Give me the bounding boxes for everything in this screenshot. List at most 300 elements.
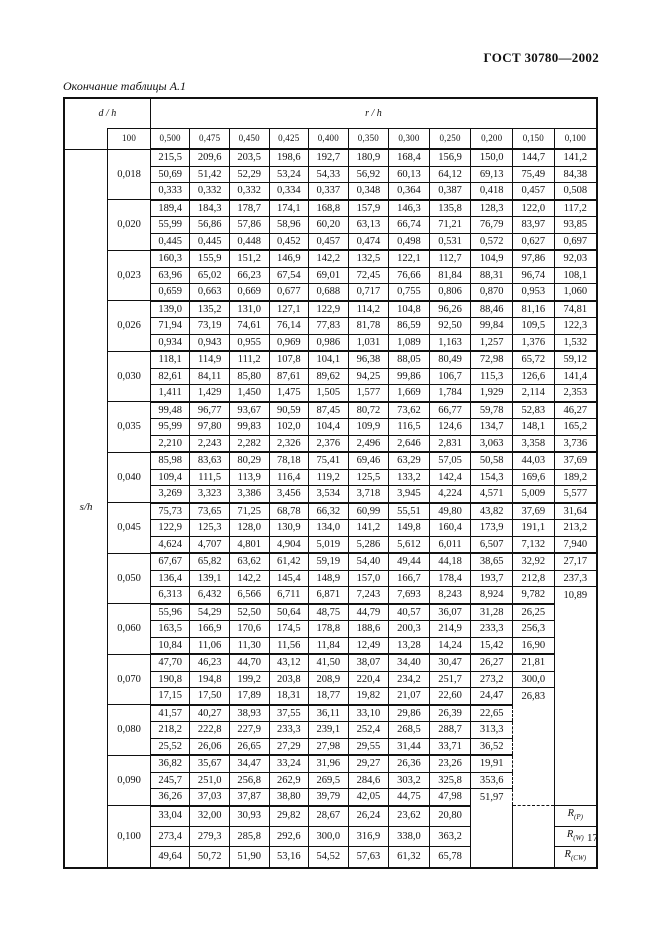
table-cell: 118,1 <box>150 351 190 368</box>
table-cell: 97,80 <box>190 419 230 436</box>
table-cell: 2,243 <box>190 435 230 452</box>
table-cell: 4,571 <box>471 486 513 503</box>
table-cell: 3,736 <box>554 435 597 452</box>
table-cell: 44,70 <box>229 654 269 671</box>
table-cell: 15,42 <box>471 637 513 654</box>
table-cell: 2,210 <box>150 435 190 452</box>
dh-value: 0,040 <box>108 452 151 503</box>
legend-subscript: (CW) <box>570 854 587 863</box>
table-cell: 113,9 <box>229 469 269 486</box>
table-cell: 32,92 <box>513 553 555 570</box>
table-cell: 109,4 <box>150 469 190 486</box>
table-cell: 92,03 <box>554 250 597 267</box>
table-cell: 190,8 <box>150 671 190 688</box>
table-cell: 11,30 <box>229 637 269 654</box>
table-cell: 273,2 <box>471 671 513 688</box>
table-cell: 82,61 <box>150 368 190 385</box>
table-cell: 1,505 <box>309 385 349 402</box>
column-header: 0,425 <box>269 129 309 150</box>
empty-cell <box>513 806 555 827</box>
table-cell: 76,14 <box>269 318 309 335</box>
table-cell: 26,25 <box>513 604 555 621</box>
table-cell: 63,62 <box>229 553 269 570</box>
table-row <box>64 351 597 368</box>
table-cell: 29,55 <box>348 738 389 755</box>
table-cell: 27,29 <box>269 738 309 755</box>
table-cell: 146,3 <box>389 200 430 217</box>
table-cell: 2,282 <box>229 435 269 452</box>
table-cell: 33,10 <box>348 705 389 722</box>
table-cell: 31,28 <box>471 604 513 621</box>
legend-subscript: (P) <box>574 813 583 822</box>
table-cell: 0,953 <box>513 284 555 301</box>
table-cell: 65,02 <box>190 267 230 284</box>
table-cell: 9,782 <box>513 587 555 604</box>
table-cell: 134,0 <box>309 520 349 537</box>
empty-cell <box>554 688 597 705</box>
table-cell: 31,64 <box>554 503 597 520</box>
table-cell: 8,924 <box>471 587 513 604</box>
table-cell: 251,7 <box>429 671 471 688</box>
table-cell: 6,432 <box>190 587 230 604</box>
table-cell: 7,132 <box>513 536 555 553</box>
table-row <box>64 604 597 621</box>
column-header: 0,100 <box>554 129 597 150</box>
table-cell: 104,8 <box>389 301 430 318</box>
table-cell: 6,566 <box>229 587 269 604</box>
empty-cell <box>554 604 597 621</box>
table-cell: 325,8 <box>429 772 471 789</box>
table-cell: 99,83 <box>229 419 269 436</box>
table-cell: 74,61 <box>229 318 269 335</box>
table-cell: 145,4 <box>269 570 309 587</box>
table-cell: 6,011 <box>429 536 471 553</box>
table-cell: 5,009 <box>513 486 555 503</box>
table-cell: 135,8 <box>429 200 471 217</box>
table-cell: 23,26 <box>429 755 471 772</box>
empty-cell <box>471 826 513 847</box>
table-cell: 1,577 <box>348 385 389 402</box>
table-cell: 102,0 <box>269 419 309 436</box>
table-cell: 0,806 <box>429 284 471 301</box>
table-cell: 97,86 <box>513 250 555 267</box>
table-cell: 16,90 <box>513 637 555 654</box>
table-cell: 4,224 <box>429 486 471 503</box>
table-cell: 292,6 <box>269 826 309 847</box>
table-cell: 75,49 <box>513 166 555 183</box>
table-cell: 133,2 <box>389 469 430 486</box>
empty-cell <box>554 705 597 722</box>
table-cell: 141,2 <box>554 149 597 166</box>
empty-cell <box>554 755 597 772</box>
table-cell: 5,612 <box>389 536 430 553</box>
table-cell: 0,986 <box>309 334 349 351</box>
sh-axis-label: s/h <box>64 149 108 868</box>
table-cell: 99,48 <box>150 402 190 419</box>
table-cell: 40,27 <box>190 705 230 722</box>
table-cell: 29,27 <box>348 755 389 772</box>
table-cell: 0,969 <box>269 334 309 351</box>
table-cell: 288,7 <box>429 722 471 739</box>
table-cell: 128,0 <box>229 520 269 537</box>
table-cell: 58,96 <box>269 217 309 234</box>
table-cell: 44,18 <box>429 553 471 570</box>
table-cell: 0,445 <box>190 233 230 250</box>
table-cell: 169,6 <box>513 469 555 486</box>
table-cell: 109,9 <box>348 419 389 436</box>
column-header: 100 <box>108 129 151 150</box>
table-cell: 69,01 <box>309 267 349 284</box>
table-cell: 142,2 <box>229 570 269 587</box>
table-cell: 99,86 <box>389 368 430 385</box>
table-row <box>64 250 597 267</box>
table-cell: 178,4 <box>429 570 471 587</box>
table-cell: 0,663 <box>190 284 230 301</box>
table-cell: 40,57 <box>389 604 430 621</box>
table-cell: 222,8 <box>190 722 230 739</box>
table-cell: 24,47 <box>471 688 513 705</box>
table-cell: 51,97 <box>471 789 513 806</box>
table-cell: 3,718 <box>348 486 389 503</box>
table-cell: 114,9 <box>190 351 230 368</box>
table-cell: 166,9 <box>190 621 230 638</box>
table-cell: 63,13 <box>348 217 389 234</box>
table-cell: 12,49 <box>348 637 389 654</box>
table-cell: 60,13 <box>389 166 430 183</box>
table-cell: 59,78 <box>471 402 513 419</box>
empty-cell <box>554 772 597 789</box>
table-cell: 6,507 <box>471 536 513 553</box>
table-cell: 51,90 <box>229 847 269 868</box>
empty-cell <box>554 637 597 654</box>
table-cell: 173,9 <box>471 520 513 537</box>
table-cell: 44,03 <box>513 452 555 469</box>
table-cell: 130,9 <box>269 520 309 537</box>
table-cell: 142,2 <box>309 250 349 267</box>
table-cell: 106,7 <box>429 368 471 385</box>
table-caption: Окончание таблицы А.1 <box>63 79 187 93</box>
table-cell: 72,98 <box>471 351 513 368</box>
table-cell: 0,934 <box>150 334 190 351</box>
table-row <box>64 200 597 217</box>
table-cell: 50,58 <box>471 452 513 469</box>
empty-cell <box>554 722 597 739</box>
legend-subscript: (W) <box>573 833 584 842</box>
legend-cell <box>554 847 597 868</box>
table-cell: 71,94 <box>150 318 190 335</box>
empty-cell <box>513 738 555 755</box>
table-cell: 55,99 <box>150 217 190 234</box>
table-cell: 50,69 <box>150 166 190 183</box>
table-cell: 194,8 <box>190 671 230 688</box>
table-cell: 52,83 <box>513 402 555 419</box>
table-cell: 42,05 <box>348 789 389 806</box>
table-cell: 208,9 <box>309 671 349 688</box>
table-cell: 71,21 <box>429 217 471 234</box>
table-cell: 125,3 <box>190 520 230 537</box>
table-cell: 107,8 <box>269 351 309 368</box>
table-cell: 303,2 <box>389 772 430 789</box>
column-header: 0,450 <box>229 129 269 150</box>
table-cell: 88,05 <box>389 351 430 368</box>
table-cell: 1,929 <box>471 385 513 402</box>
table-cell: 0,755 <box>389 284 430 301</box>
table-cell: 3,534 <box>309 486 349 503</box>
empty-cell <box>513 722 555 739</box>
table-cell: 46,23 <box>190 654 230 671</box>
dh-value: 0,060 <box>108 604 151 655</box>
table-cell: 220,4 <box>348 671 389 688</box>
table-cell: 4,624 <box>150 536 190 553</box>
table-cell: 237,3 <box>554 570 597 587</box>
table-row <box>64 149 597 166</box>
table-cell: 38,65 <box>471 553 513 570</box>
table-cell: 75,73 <box>150 503 190 520</box>
table-cell: 37,87 <box>229 789 269 806</box>
table-cell: 26,39 <box>429 705 471 722</box>
empty-cell <box>513 847 555 868</box>
table-cell: 0,445 <box>150 233 190 250</box>
table-cell: 83,63 <box>190 452 230 469</box>
table-cell: 37,55 <box>269 705 309 722</box>
table-cell: 41,57 <box>150 705 190 722</box>
table-cell: 33,04 <box>150 806 190 827</box>
table-cell: 0,531 <box>429 233 471 250</box>
table-cell: 33,24 <box>269 755 309 772</box>
empty-cell <box>554 738 597 755</box>
table-cell: 46,27 <box>554 402 597 419</box>
dh-value: 0,030 <box>108 351 151 402</box>
empty-cell <box>554 789 597 806</box>
table-cell: 38,93 <box>229 705 269 722</box>
table-cell: 31,96 <box>309 755 349 772</box>
dh-value: 0,045 <box>108 503 151 554</box>
table-cell: 174,5 <box>269 621 309 638</box>
table-cell: 17,50 <box>190 688 230 705</box>
table-cell: 1,450 <box>229 385 269 402</box>
table-cell: 148,1 <box>513 419 555 436</box>
table-cell: 156,9 <box>429 149 471 166</box>
table-cell: 50,64 <box>269 604 309 621</box>
column-header: 0,500 <box>150 129 190 150</box>
table-cell: 178,7 <box>229 200 269 217</box>
table-cell: 3,269 <box>150 486 190 503</box>
table-cell: 76,79 <box>471 217 513 234</box>
table-cell: 6,871 <box>309 587 349 604</box>
table-cell: 56,92 <box>348 166 389 183</box>
table-cell: 63,29 <box>389 452 430 469</box>
table-cell: 155,9 <box>190 250 230 267</box>
dh-value: 0,070 <box>108 654 151 705</box>
table-cell: 0,348 <box>348 183 389 200</box>
table-cell: 0,337 <box>309 183 349 200</box>
table-cell: 10,84 <box>150 637 190 654</box>
table-cell: 212,8 <box>513 570 555 587</box>
table-cell: 26,24 <box>348 806 389 827</box>
table-cell: 104,9 <box>471 250 513 267</box>
table-cell: 239,1 <box>309 722 349 739</box>
table-cell: 111,2 <box>229 351 269 368</box>
table-cell: 146,9 <box>269 250 309 267</box>
table-cell: 3,323 <box>190 486 230 503</box>
dh-value: 0,023 <box>108 250 151 301</box>
table-cell: 66,23 <box>229 267 269 284</box>
table-cell: 119,2 <box>309 469 349 486</box>
table-cell: 157,9 <box>348 200 389 217</box>
table-cell: 19,91 <box>471 755 513 772</box>
table-cell: 192,7 <box>309 149 349 166</box>
table-cell: 47,70 <box>150 654 190 671</box>
table-cell: 245,7 <box>150 772 190 789</box>
table-cell: 66,32 <box>309 503 349 520</box>
page-number: 17 <box>587 832 598 844</box>
table-cell: 30,93 <box>229 806 269 827</box>
table-cell: 262,9 <box>269 772 309 789</box>
table-cell: 111,5 <box>190 469 230 486</box>
table-cell: 0,677 <box>269 284 309 301</box>
table-cell: 269,5 <box>309 772 349 789</box>
table-cell: 218,2 <box>150 722 190 739</box>
table-cell: 3,456 <box>269 486 309 503</box>
table-cell: 67,67 <box>150 553 190 570</box>
table-cell: 68,78 <box>269 503 309 520</box>
legend-symbol: R <box>567 808 575 819</box>
table-cell: 1,060 <box>554 284 597 301</box>
table-row <box>64 301 597 318</box>
table-cell: 0,387 <box>429 183 471 200</box>
table-cell: 80,72 <box>348 402 389 419</box>
table-cell: 141,4 <box>554 368 597 385</box>
table-cell: 32,00 <box>190 806 230 827</box>
rh-axis-label: r / h <box>150 98 597 129</box>
table-cell: 61,32 <box>389 847 430 868</box>
column-header: 0,350 <box>348 129 389 150</box>
table-cell: 81,84 <box>429 267 471 284</box>
table-cell: 0,452 <box>269 233 309 250</box>
table-cell: 38,80 <box>269 789 309 806</box>
table-cell: 151,2 <box>229 250 269 267</box>
dh-value: 0,090 <box>108 755 151 806</box>
table-row <box>64 503 597 520</box>
table-cell: 5,286 <box>348 536 389 553</box>
column-header: 0,300 <box>389 129 430 150</box>
table-cell: 39,79 <box>309 789 349 806</box>
table-cell: 168,8 <box>309 200 349 217</box>
table-cell: 69,13 <box>471 166 513 183</box>
table-cell: 109,5 <box>513 318 555 335</box>
table-cell: 165,2 <box>554 419 597 436</box>
table-cell: 2,831 <box>429 435 471 452</box>
table-cell: 0,659 <box>150 284 190 301</box>
column-header: 0,200 <box>471 129 513 150</box>
table-cell: 84,38 <box>554 166 597 183</box>
table-cell: 116,5 <box>389 419 430 436</box>
table-cell: 59,12 <box>554 351 597 368</box>
table-cell: 251,0 <box>190 772 230 789</box>
table-cell: 178,8 <box>309 621 349 638</box>
table-cell: 132,5 <box>348 250 389 267</box>
column-header: 0,250 <box>429 129 471 150</box>
table-cell: 1,376 <box>513 334 555 351</box>
table-cell: 180,9 <box>348 149 389 166</box>
table-cell: 0,627 <box>513 233 555 250</box>
table-cell: 86,59 <box>389 318 430 335</box>
table-cell: 1,669 <box>389 385 430 402</box>
table-cell: 65,72 <box>513 351 555 368</box>
table-cell: 300,0 <box>309 826 349 847</box>
table-cell: 22,65 <box>471 705 513 722</box>
table-cell: 17,15 <box>150 688 190 705</box>
table-cell: 0,457 <box>513 183 555 200</box>
table-cell: 1,031 <box>348 334 389 351</box>
table-cell: 83,97 <box>513 217 555 234</box>
table-cell: 34,40 <box>389 654 430 671</box>
empty-cell <box>513 755 555 772</box>
table-cell: 53,16 <box>269 847 309 868</box>
table-cell: 4,801 <box>229 536 269 553</box>
table-cell: 49,80 <box>429 503 471 520</box>
table-cell: 80,29 <box>229 452 269 469</box>
table-cell: 163,5 <box>150 621 190 638</box>
table-cell: 69,46 <box>348 452 389 469</box>
table-cell: 44,79 <box>348 604 389 621</box>
table-cell: 37,69 <box>554 452 597 469</box>
table-cell: 80,49 <box>429 351 471 368</box>
table-cell: 26,65 <box>229 738 269 755</box>
table-cell: 54,52 <box>309 847 349 868</box>
table-cell: 21,81 <box>513 654 555 671</box>
table-cell: 174,1 <box>269 200 309 217</box>
table-cell: 81,78 <box>348 318 389 335</box>
table-cell: 33,71 <box>429 738 471 755</box>
table-cell: 0,870 <box>471 284 513 301</box>
table-cell: 26,83 <box>513 688 555 705</box>
table-cell: 200,3 <box>389 621 430 638</box>
table-cell: 252,4 <box>348 722 389 739</box>
table-cell: 93,85 <box>554 217 597 234</box>
table-cell: 49,44 <box>389 553 430 570</box>
table-cell: 22,60 <box>429 688 471 705</box>
table-cell: 125,5 <box>348 469 389 486</box>
table-cell: 72,45 <box>348 267 389 284</box>
table-cell: 26,06 <box>190 738 230 755</box>
table-cell: 10,89 <box>554 587 597 604</box>
table-row <box>64 806 597 827</box>
table-cell: 56,86 <box>190 217 230 234</box>
table-cell: 0,418 <box>471 183 513 200</box>
table-cell: 313,3 <box>471 722 513 739</box>
table-cell: 73,62 <box>389 402 430 419</box>
table-cell: 316,9 <box>348 826 389 847</box>
table-cell: 170,6 <box>229 621 269 638</box>
table-cell: 233,3 <box>269 722 309 739</box>
table-cell: 37,03 <box>190 789 230 806</box>
table-cell: 209,6 <box>190 149 230 166</box>
table-cell: 38,07 <box>348 654 389 671</box>
dh-value: 0,035 <box>108 402 151 453</box>
table-cell: 168,4 <box>389 149 430 166</box>
table-cell: 74,81 <box>554 301 597 318</box>
legend-symbol: R <box>566 828 574 840</box>
table-cell: 76,66 <box>389 267 430 284</box>
table-cell: 57,05 <box>429 452 471 469</box>
dh-value: 0,100 <box>108 806 151 868</box>
table-cell: 2,496 <box>348 435 389 452</box>
table-cell: 36,82 <box>150 755 190 772</box>
table-cell: 2,376 <box>309 435 349 452</box>
table-cell: 37,69 <box>513 503 555 520</box>
table-cell: 3,063 <box>471 435 513 452</box>
